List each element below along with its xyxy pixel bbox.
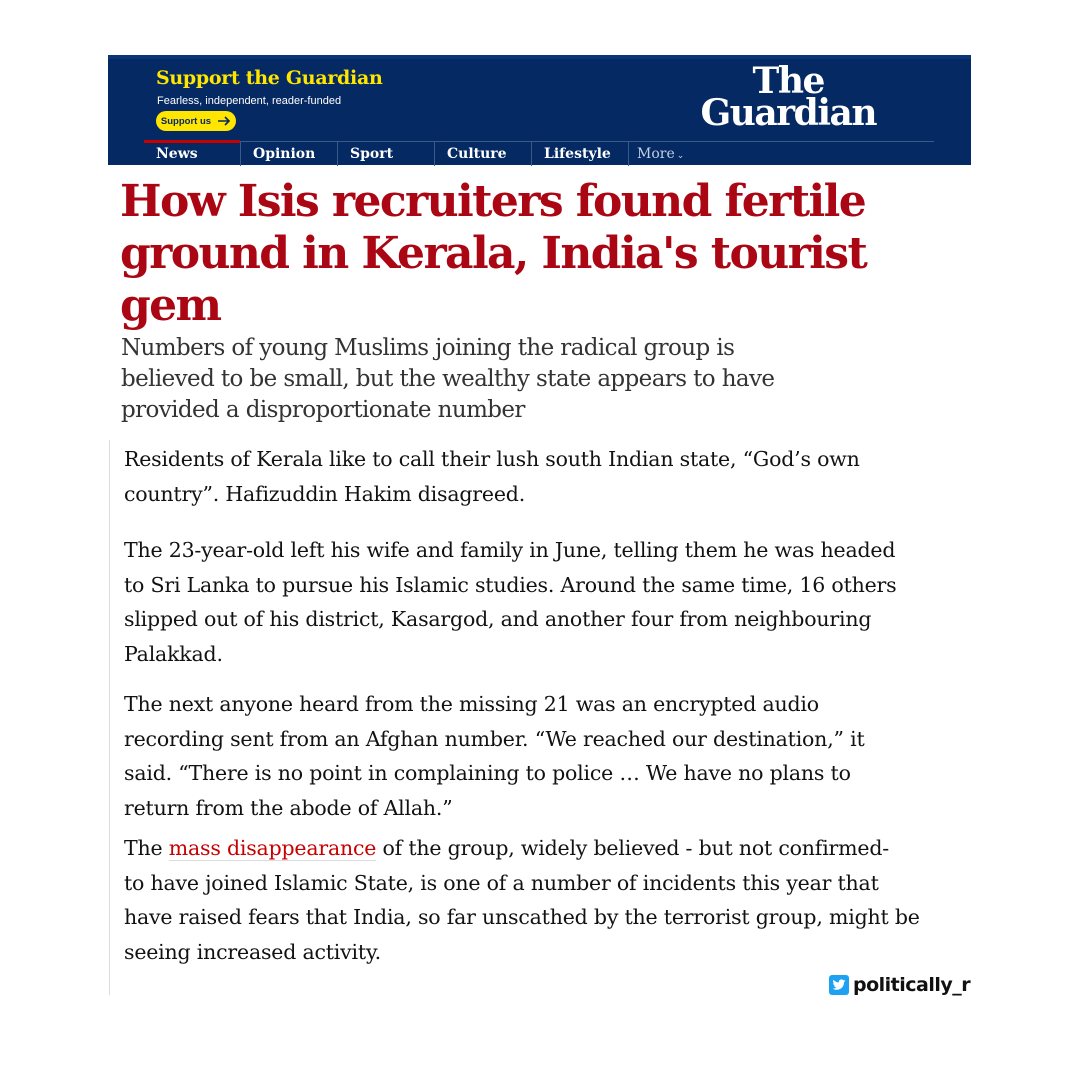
main-nav: [144, 141, 934, 166]
support-us-label: Support us: [160, 115, 212, 127]
support-us-button[interactable]: [156, 111, 236, 131]
p4-prefix: The: [124, 836, 169, 860]
standfirst-line: provided a disproportionate number: [121, 397, 525, 423]
paragraph-2: [124, 533, 974, 671]
logo-line-the: The: [752, 60, 824, 102]
article-left-rule: [109, 440, 110, 995]
body-line: said. “There is no point in complaining to police … We have no plans to: [124, 761, 851, 785]
article-body: [124, 442, 974, 969]
support-subtitle: Fearless, independent, reader-funded: [157, 95, 342, 107]
arrow-right-icon: [217, 116, 231, 126]
paragraph-4: [124, 831, 974, 969]
body-line: have raised fears that India, so far unscathed by the terrorist group, might be: [124, 905, 920, 929]
body-line: slipped out of his district, Kasargod, and another four from neighbouring: [124, 607, 872, 631]
chevron-down-icon: ⌄: [676, 151, 685, 161]
nav-news[interactable]: News: [144, 142, 241, 166]
body-line: [124, 831, 974, 866]
nav-lifestyle[interactable]: Lifestyle: [532, 142, 629, 166]
paragraph-3: [124, 687, 974, 825]
article-standfirst: [121, 333, 821, 426]
headline-line: How Isis recruiters found fertile: [120, 176, 866, 227]
body-line: The next anyone heard from the missing 21 was an encrypted audio: [124, 692, 819, 716]
nav-opinion[interactable]: Opinion: [241, 142, 338, 166]
p4-line1-rest: of the group, widely believed - but not confirmed-: [376, 836, 889, 860]
standfirst-line: believed to be small, but the wealthy state appears to have: [121, 366, 775, 392]
support-title[interactable]: Support the Guardian: [156, 67, 383, 89]
logo-line-guardian: Guardian: [700, 92, 876, 135]
body-line: Residents of Kerala like to call their lush south Indian state, “God’s own: [124, 447, 860, 471]
twitter-icon: [829, 975, 849, 995]
header-top-strip: [108, 55, 971, 59]
headline-line: ground in Kerala, India's tourist gem: [120, 228, 867, 331]
nav-sport[interactable]: Sport: [338, 142, 435, 166]
nav-more-label: More: [637, 146, 675, 162]
body-line: The 23-year-old left his wife and family in June, telling them he was headed: [124, 538, 896, 562]
standfirst-line: Numbers of young Muslims joining the radical group is: [121, 335, 735, 361]
body-line: to Sri Lanka to pursue his Islamic studies. Around the same time, 16 others: [124, 572, 897, 597]
nav-more[interactable]: [629, 142, 684, 166]
body-line: country”. Hafizuddin Hakim disagreed.: [124, 481, 526, 506]
body-line: recording sent from an Afghan number. “We reached our destination,” it: [124, 726, 865, 751]
guardian-logo[interactable]: [700, 60, 876, 135]
guardian-header: [108, 55, 971, 165]
nav-culture[interactable]: Culture: [435, 142, 532, 166]
twitter-watermark: [829, 974, 970, 996]
body-line: to have joined Islamic State, is one of a number of incidents this year that: [124, 870, 879, 895]
paragraph-1: [124, 442, 974, 511]
watermark-handle: politically_r: [853, 974, 971, 996]
mass-disappearance-link[interactable]: mass disappearance: [168, 836, 377, 860]
body-line: return from the abode of Allah.”: [124, 795, 453, 820]
article-headline: [120, 176, 980, 332]
body-line: Palakkad.: [124, 641, 223, 666]
body-line: seeing increased activity.: [124, 939, 381, 964]
